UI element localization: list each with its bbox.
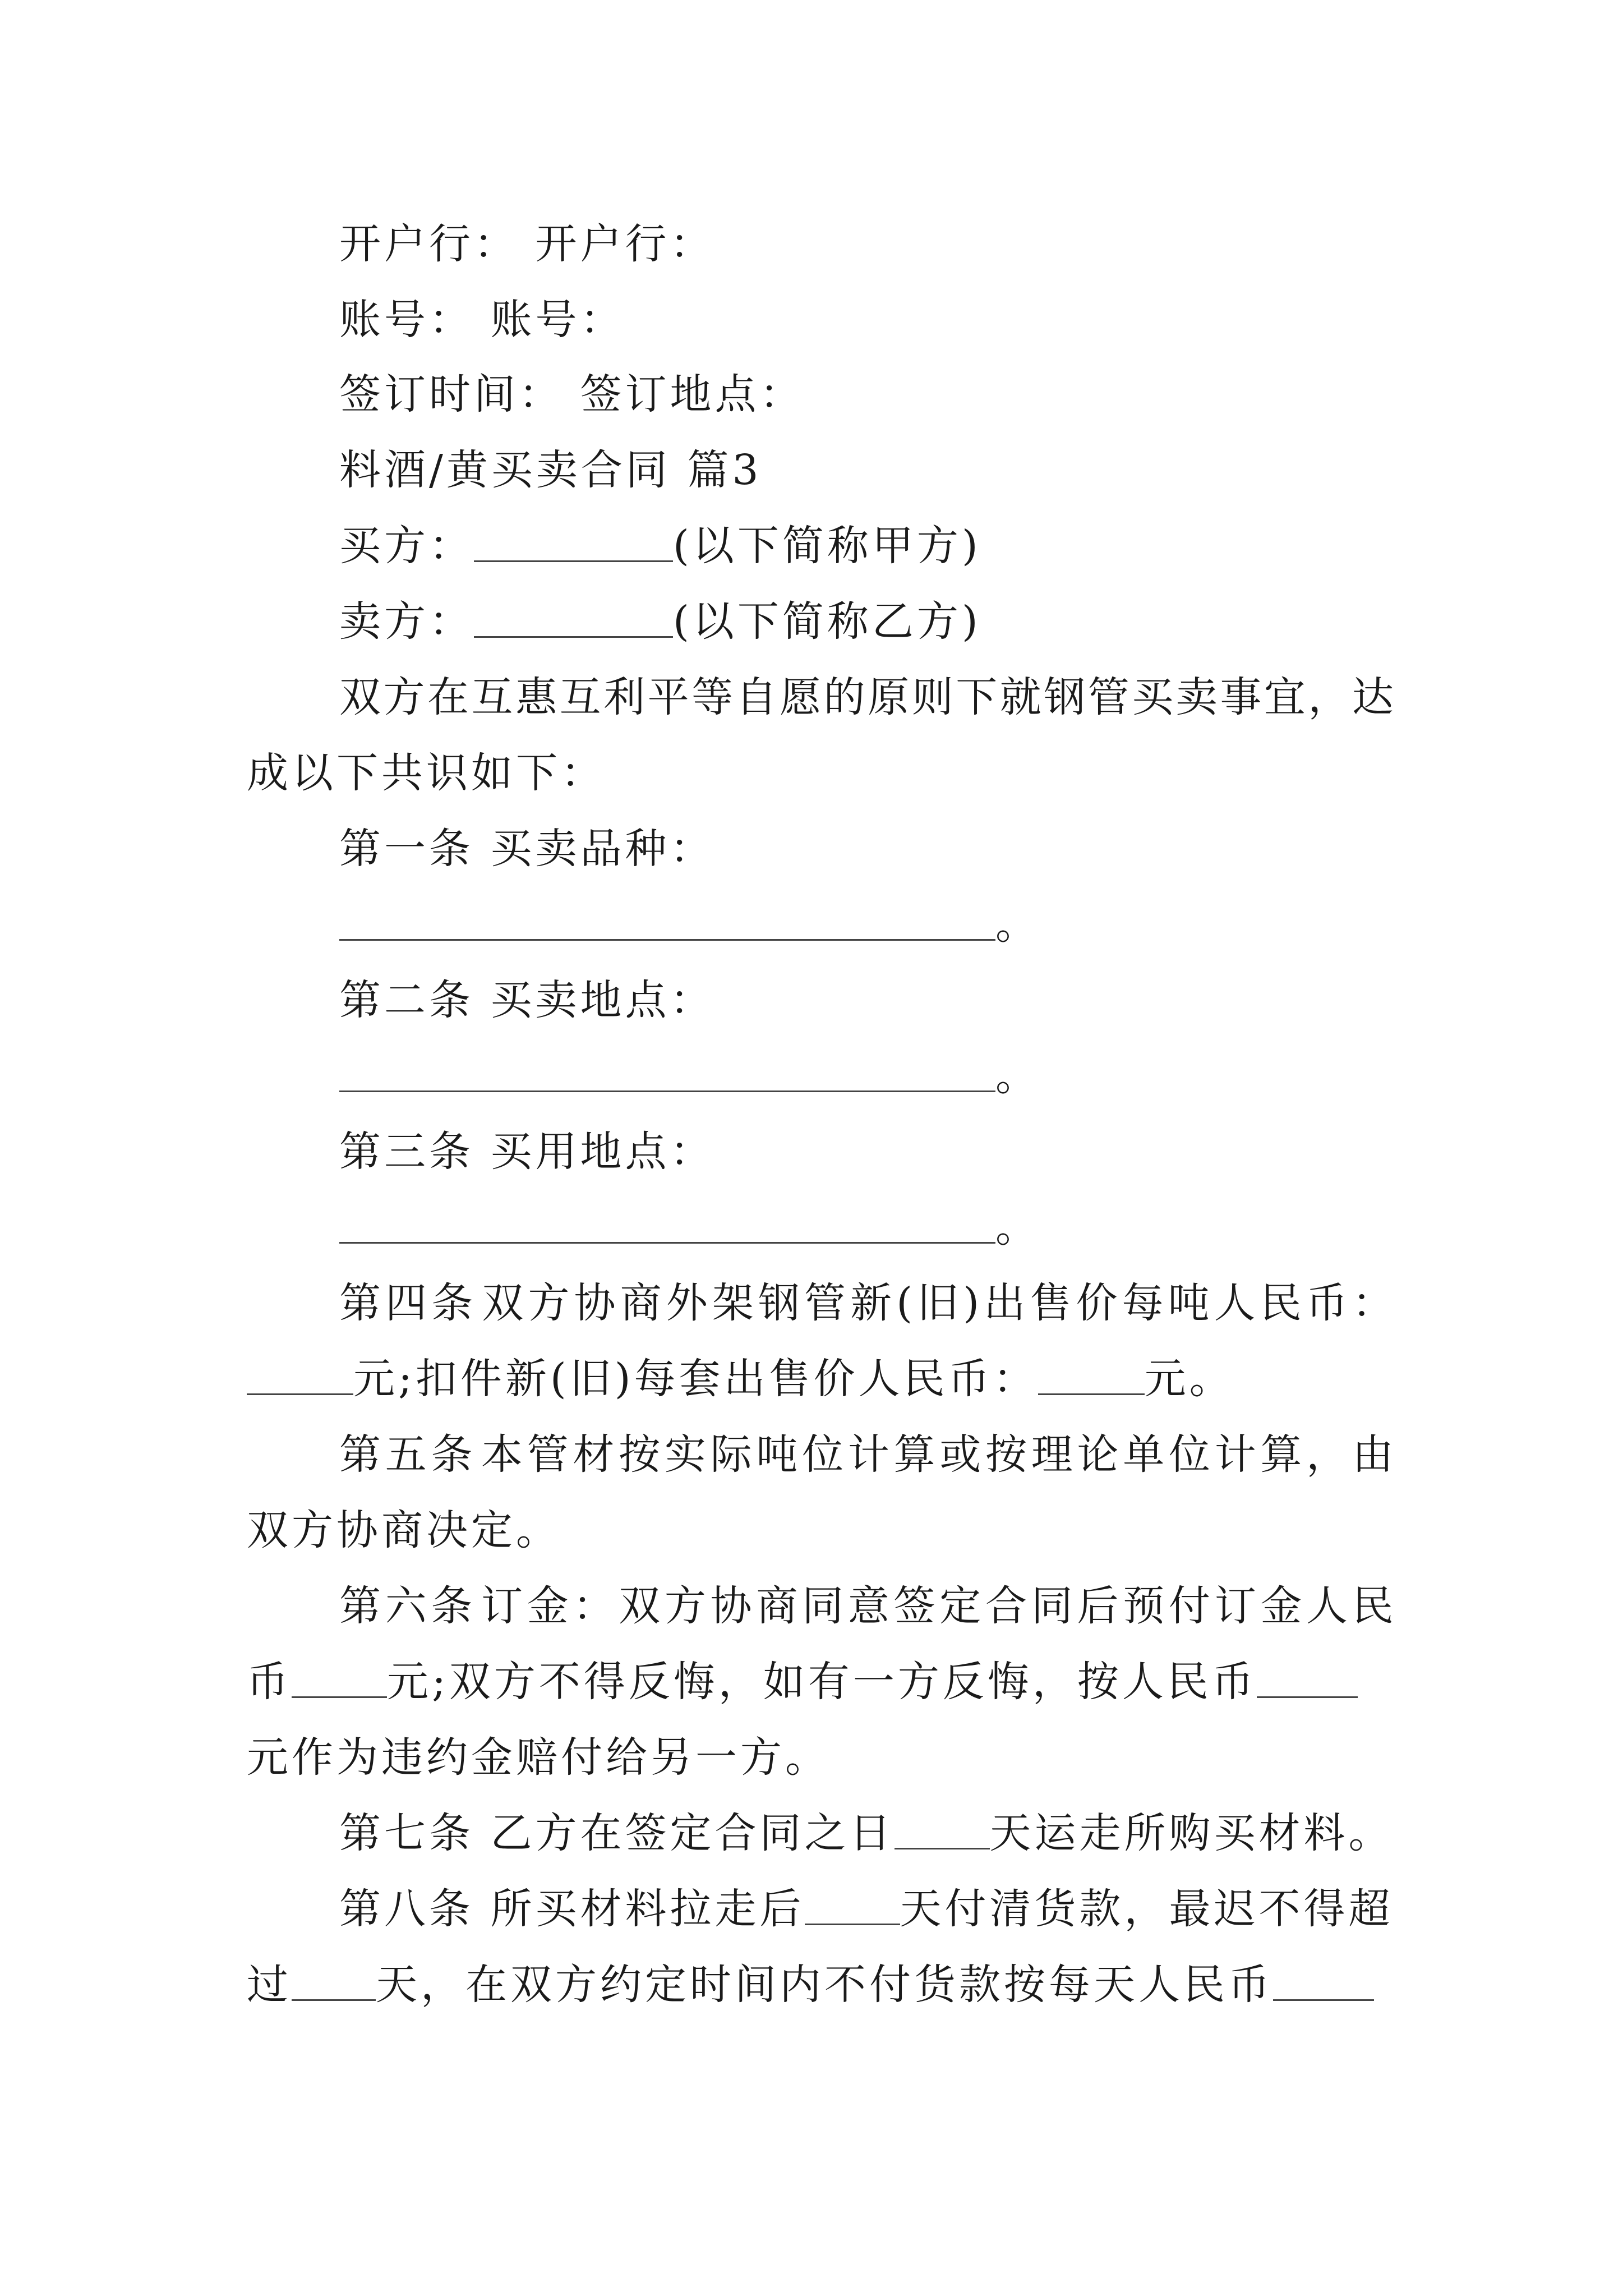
article-7-text-2: 天运走所购买材料。 <box>989 1809 1394 1857</box>
justified-char: 互 <box>471 673 513 721</box>
article-2-line <box>339 969 1405 1031</box>
article-5-line-2 <box>247 1499 1391 1561</box>
justified-char: 就 <box>999 673 1041 721</box>
article-1-line <box>339 818 1405 880</box>
justified-char: 或 <box>939 1430 981 1479</box>
section-heading <box>339 439 1405 501</box>
justified-char: 付 <box>1168 1582 1210 1630</box>
justified-char: 同 <box>1031 1582 1073 1630</box>
article-8-text-2: 天付清货款，最迟不得超 <box>900 1885 1394 1933</box>
justified-char: 宜 <box>1264 673 1306 721</box>
justified-char: 双 <box>482 1279 524 1327</box>
justified-char: 订 <box>481 1582 523 1630</box>
article-2-blank-line <box>339 1045 1405 1107</box>
section-title: 料酒/黄买卖合同 篇3 <box>339 446 762 494</box>
justified-char: 卖 <box>1175 673 1218 721</box>
pickup-days-blank <box>895 1809 990 1849</box>
justified-char: 管 <box>804 1279 846 1327</box>
justified-char: 人 <box>1306 1582 1348 1630</box>
justified-char: 原 <box>868 673 910 721</box>
justified-char: 实 <box>664 1430 706 1479</box>
article-6-text-4: 元作为违约金赔付给另一方。 <box>247 1733 830 1782</box>
justified-char: 材 <box>573 1430 615 1479</box>
justified-char: 按 <box>619 1430 661 1479</box>
preamble-text-2: 成以下共识如下： <box>247 749 606 797</box>
article-4-text-3: 元。 <box>1144 1355 1234 1403</box>
justified-char: 人 <box>1214 1279 1256 1327</box>
daily-penalty-blank <box>1273 1960 1374 2001</box>
article-1-blank <box>339 900 995 941</box>
justified-char: 旧 <box>917 1279 959 1327</box>
justified-char: ： <box>573 1582 615 1630</box>
justified-char: 四 <box>385 1279 427 1327</box>
justified-char: 第 <box>339 1279 381 1327</box>
justified-char: 单 <box>1123 1430 1165 1479</box>
justified-char: 位 <box>1168 1430 1210 1479</box>
justified-char: 论 <box>1077 1430 1119 1479</box>
justified-char: 钢 <box>1044 673 1086 721</box>
article-3-label: 第三条 买用地点： <box>339 1128 715 1176</box>
justified-char: 方 <box>528 1279 570 1327</box>
justified-char: 五 <box>385 1430 427 1479</box>
article-3-blank-line <box>339 1197 1405 1258</box>
seller-blank <box>474 597 673 638</box>
article-2-blank <box>339 1051 995 1092</box>
justified-char: 架 <box>712 1279 754 1327</box>
justified-char: 出 <box>984 1279 1026 1327</box>
justified-char: 方 <box>383 673 425 721</box>
justified-char: 则 <box>911 673 953 721</box>
sign-time-line <box>339 364 1405 425</box>
penalty-blank <box>1257 1657 1358 1698</box>
justified-char: 条 <box>431 1582 473 1630</box>
justified-char: ， <box>1308 673 1350 721</box>
max-days-blank <box>292 1960 376 2001</box>
justified-char: 条 <box>431 1430 473 1479</box>
buyer-label: 买方： <box>339 522 474 570</box>
article-8-line-2 <box>247 1954 1391 2016</box>
article-2-period: 。 <box>995 1052 1040 1100</box>
justified-char: 民 <box>1260 1279 1302 1327</box>
justified-char: 外 <box>666 1279 708 1327</box>
justified-char: 吨 <box>1168 1279 1210 1327</box>
article-7-line <box>339 1802 1405 1864</box>
justified-char: 每 <box>1122 1279 1164 1327</box>
justified-char: 在 <box>427 673 469 721</box>
seller-line <box>339 591 1405 652</box>
justified-char: 际 <box>710 1430 752 1479</box>
article-1-blank-line <box>339 894 1405 955</box>
justified-char: 方 <box>664 1582 706 1630</box>
justified-char: 新 <box>850 1279 892 1327</box>
justified-char: 算 <box>893 1430 935 1479</box>
justified-char: 签 <box>893 1582 935 1630</box>
justified-char: 民 <box>1352 1582 1394 1630</box>
justified-char: 位 <box>802 1430 844 1479</box>
article-8-text-4: 天，在双方约定时间内不付货款按每天人民币 <box>376 1961 1273 2009</box>
article-4-text-2: 元;扣件新(旧)每套出售价人民币： <box>353 1355 1038 1403</box>
buyer-blank <box>474 521 673 562</box>
article-6-text-3: 元;双方不得反悔，如有一方反悔，按人民币 <box>387 1658 1257 1706</box>
justified-char: 六 <box>385 1582 427 1630</box>
deposit-blank <box>292 1657 387 1698</box>
article-8-line-1 <box>339 1878 1405 1940</box>
justified-char: ( <box>896 1279 913 1327</box>
justified-char: 商 <box>620 1279 662 1327</box>
justified-char: 事 <box>1220 673 1262 721</box>
justified-char: 管 <box>1087 673 1129 721</box>
buyer-note: (以下简称甲方) <box>673 522 981 570</box>
justified-char: 协 <box>710 1582 752 1630</box>
justified-char: 预 <box>1123 1582 1165 1630</box>
seller-note: (以下简称乙方) <box>673 597 981 646</box>
article-6-line-3 <box>247 1727 1391 1788</box>
justified-char: 互 <box>559 673 601 721</box>
bank-line <box>339 213 1405 275</box>
account-label: 账号： 账号： <box>339 296 625 344</box>
payment-days-blank <box>805 1884 900 1925</box>
justified-char: 利 <box>603 673 645 721</box>
article-6-line-1 <box>339 1575 1394 1637</box>
article-3-line <box>339 1121 1405 1182</box>
article-1-label: 第一条 买卖品种： <box>339 825 715 873</box>
justified-char: 合 <box>985 1582 1027 1630</box>
article-8-text-1: 第八条 所买材料拉走后 <box>339 1885 805 1933</box>
justified-char: 金 <box>527 1582 569 1630</box>
article-6-text-2: 币 <box>247 1658 292 1706</box>
article-4-line-1 <box>339 1272 1394 1334</box>
article-4-line-2 <box>247 1348 1391 1410</box>
article-5-text-2: 双方协商决定。 <box>247 1506 561 1554</box>
article-2-label: 第二条 买卖地点： <box>339 976 715 1024</box>
justified-char: 金 <box>1260 1582 1302 1630</box>
justified-char: 等 <box>691 673 734 721</box>
bank-label: 开户行： 开户行： <box>339 220 715 268</box>
justified-char: 算 <box>1260 1430 1302 1479</box>
justified-char: 售 <box>1030 1279 1072 1327</box>
buyer-line <box>339 515 1405 577</box>
justified-char: ： <box>1352 1279 1394 1327</box>
clamp-price-blank <box>1038 1354 1145 1395</box>
article-1-period: 。 <box>995 900 1040 949</box>
article-8-text-3: 过 <box>247 1961 292 2009</box>
preamble-line-1 <box>339 666 1394 728</box>
justified-char: 买 <box>1132 673 1174 721</box>
justified-char: 由 <box>1352 1430 1394 1479</box>
justified-char: 达 <box>1352 673 1394 721</box>
justified-char: 意 <box>847 1582 889 1630</box>
justified-char: 管 <box>527 1430 569 1479</box>
justified-char: 计 <box>1214 1430 1256 1479</box>
steel-price-blank <box>247 1354 353 1395</box>
justified-char: 双 <box>339 673 381 721</box>
justified-char: 下 <box>956 673 998 721</box>
seller-label: 卖方： <box>339 597 474 646</box>
justified-char: 协 <box>574 1279 616 1327</box>
justified-char: 自 <box>735 673 777 721</box>
justified-char: 计 <box>847 1430 889 1479</box>
article-3-blank <box>339 1203 995 1244</box>
account-line <box>339 289 1405 351</box>
article-5-line-1 <box>339 1424 1394 1485</box>
article-6-line-2 <box>247 1651 1391 1713</box>
sign-time-label: 签订时间： 签订地点： <box>339 370 805 418</box>
justified-char: 惠 <box>515 673 557 721</box>
justified-char: ) <box>963 1279 980 1327</box>
justified-char: ， <box>1306 1430 1348 1479</box>
preamble-line-2 <box>247 742 1391 804</box>
justified-char: 按 <box>985 1430 1027 1479</box>
justified-char: 愿 <box>780 673 822 721</box>
justified-char: 定 <box>939 1582 981 1630</box>
justified-char: 订 <box>1214 1582 1256 1630</box>
justified-char: 币 <box>1306 1279 1348 1327</box>
justified-char: 第 <box>339 1582 381 1630</box>
justified-char: 本 <box>481 1430 523 1479</box>
justified-char: 同 <box>802 1582 844 1630</box>
article-7-text-1: 第七条 乙方在签定合同之日 <box>339 1809 895 1857</box>
justified-char: 第 <box>339 1430 381 1479</box>
justified-char: 条 <box>431 1279 473 1327</box>
justified-char: 后 <box>1077 1582 1119 1630</box>
justified-char: 吨 <box>756 1430 798 1479</box>
justified-char: 的 <box>823 673 865 721</box>
justified-char: 价 <box>1076 1279 1118 1327</box>
justified-char: 钢 <box>758 1279 800 1327</box>
article-3-period: 。 <box>995 1203 1040 1251</box>
justified-char: 双 <box>619 1582 661 1630</box>
justified-char: 平 <box>647 673 689 721</box>
justified-char: 理 <box>1031 1430 1073 1479</box>
justified-char: 商 <box>756 1582 798 1630</box>
